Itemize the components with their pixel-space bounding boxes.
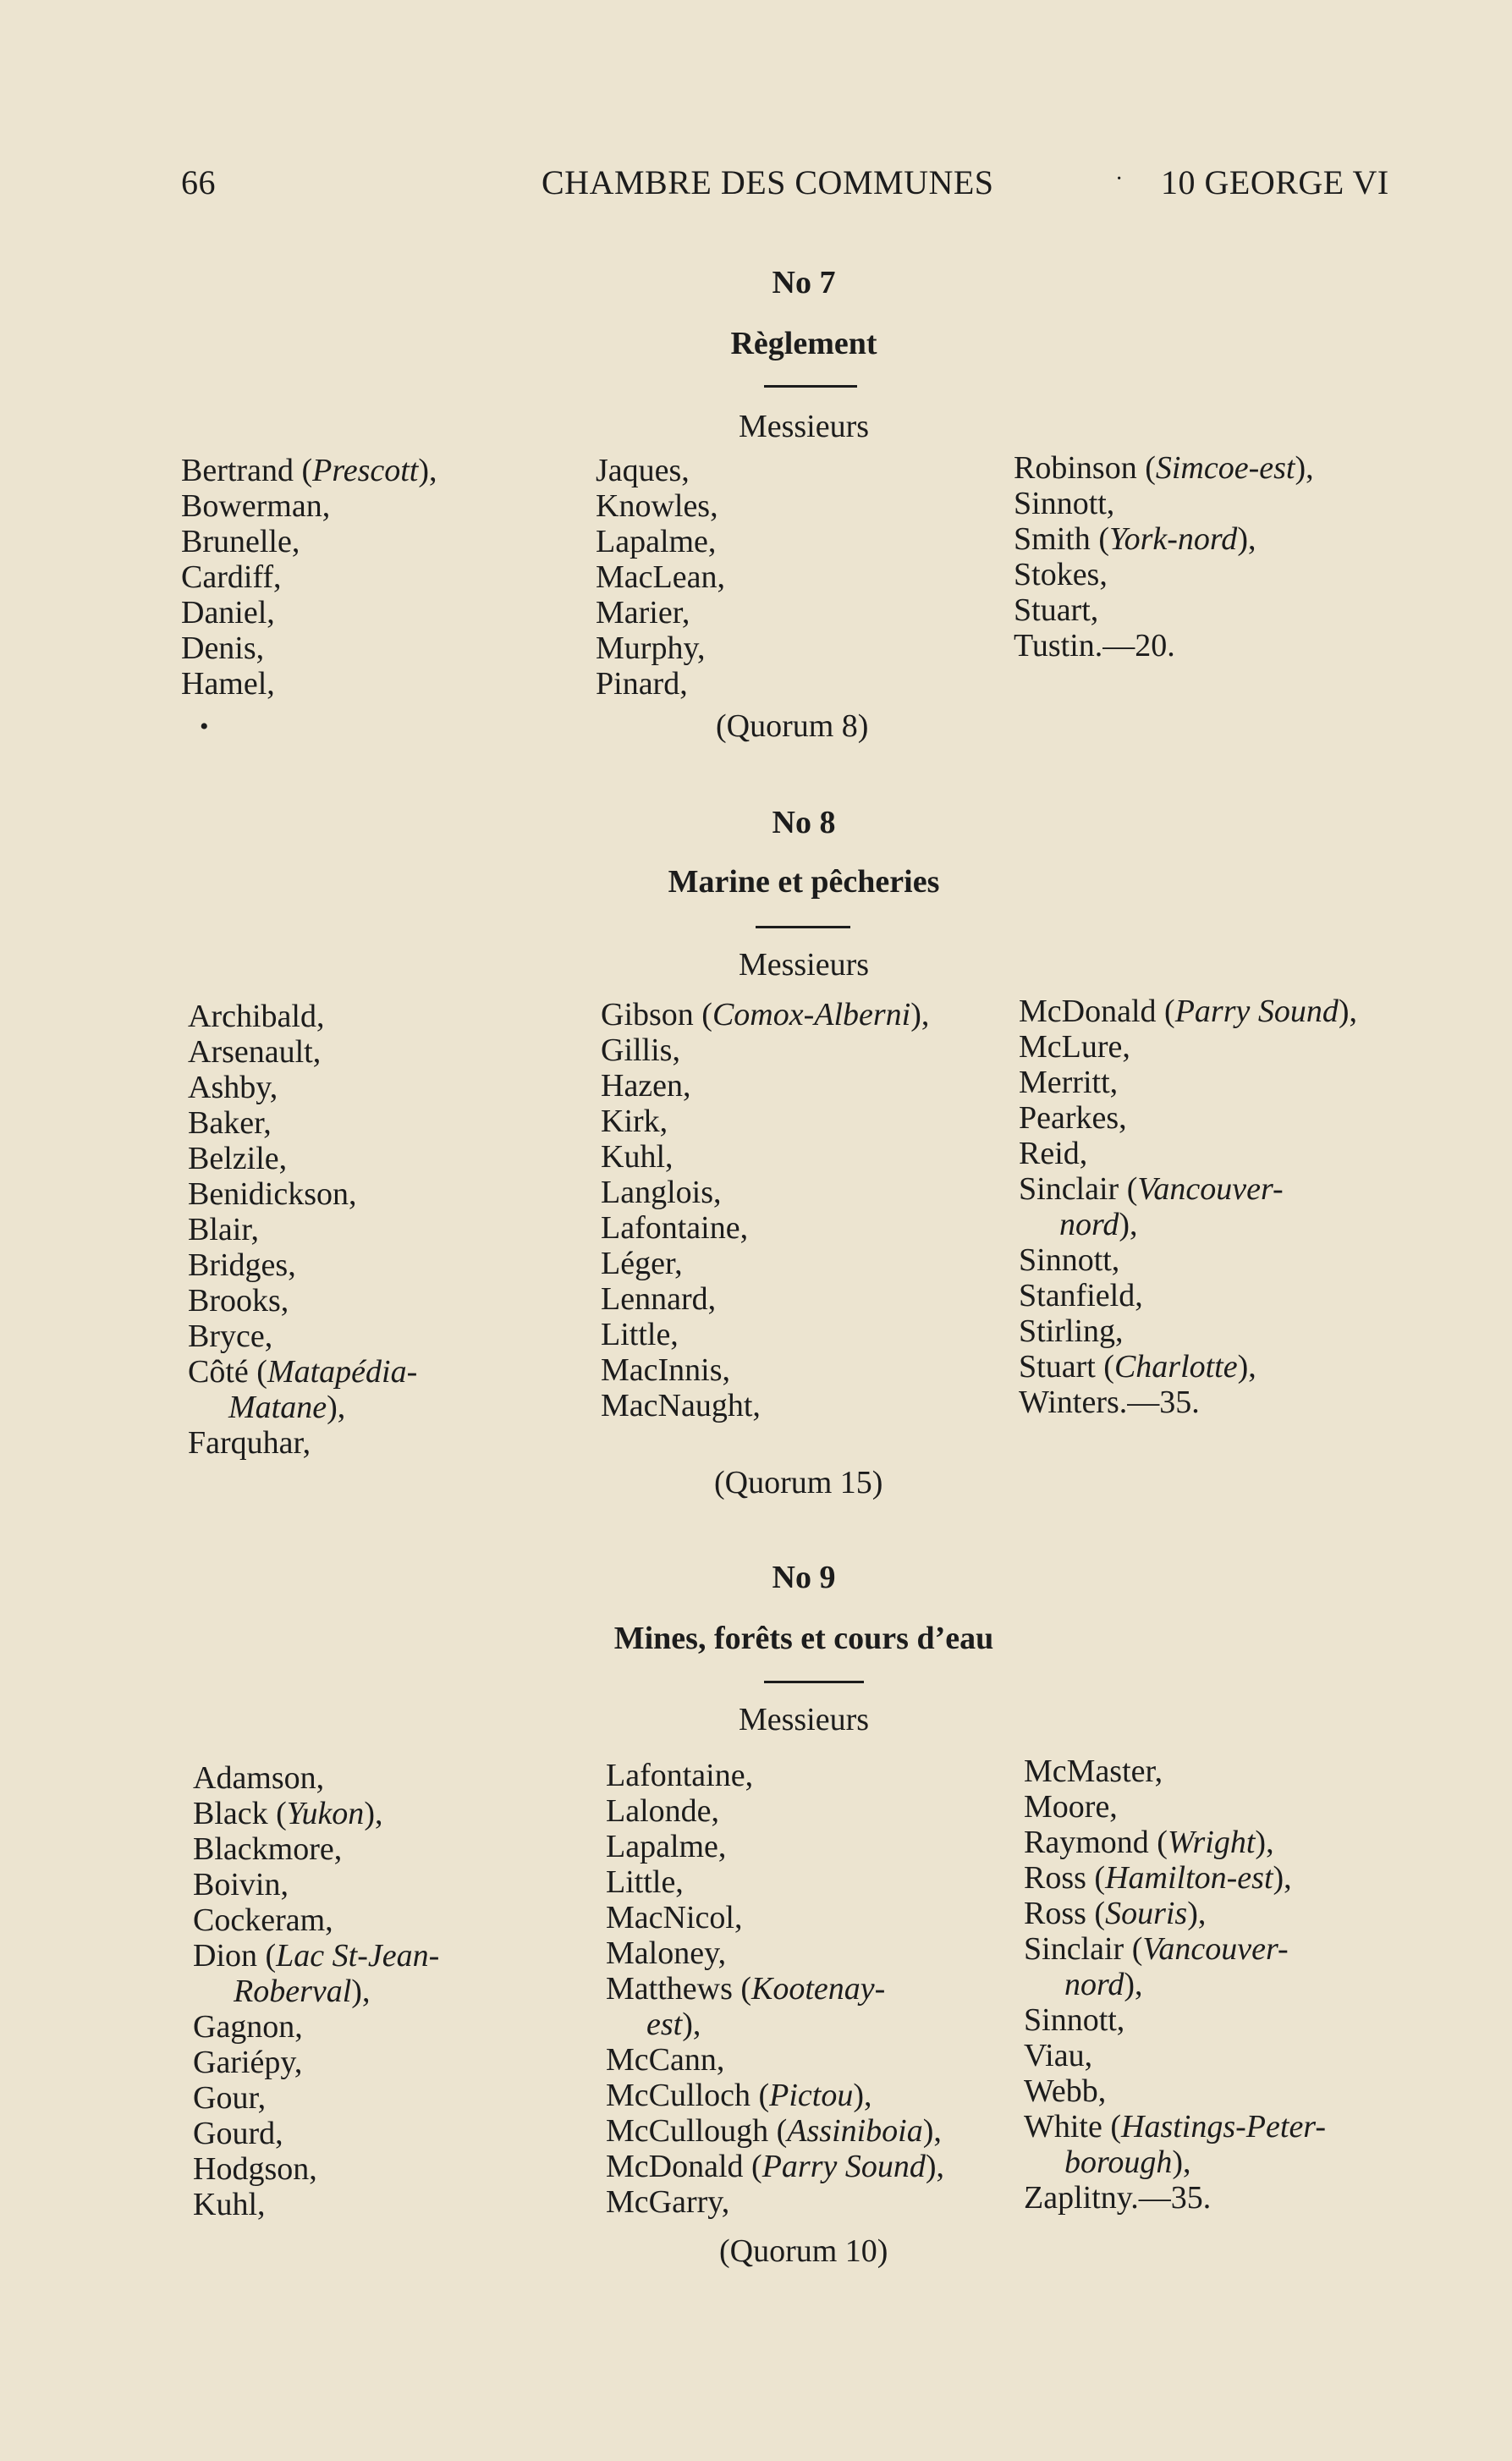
member-name: Blair,	[188, 1212, 259, 1247]
member-name: Maloney,	[606, 1935, 727, 1971]
member-name: Matthews (Kootenay-	[606, 1971, 886, 2007]
section-rule	[764, 1681, 864, 1683]
member-name: Stuart,	[1014, 592, 1099, 628]
member-name: nord),	[1064, 1967, 1143, 2002]
header-separator: ·	[1115, 166, 1124, 192]
member-name: McMaster,	[1024, 1754, 1163, 1789]
member-name: Webb,	[1024, 2073, 1107, 2109]
quorum: (Quorum 10)	[719, 2233, 888, 2269]
member-name: White (Hastings-Peter-	[1024, 2109, 1326, 2144]
member-name: nord),	[1059, 1207, 1138, 1242]
member-column-3	[1019, 994, 1357, 1420]
member-name: borough),	[1064, 2144, 1191, 2180]
member-name: Gibson (Comox-Alberni),	[601, 997, 930, 1032]
member-name: Denis,	[181, 630, 265, 666]
member-name: Sinclair (Vancouver-	[1024, 1931, 1289, 1967]
section-number: No 9	[772, 1560, 836, 1595]
member-name: Lennard,	[601, 1281, 717, 1317]
member-name: Kuhl,	[601, 1139, 674, 1175]
member-name: McCullough (Assiniboia),	[606, 2113, 942, 2149]
member-name: Little,	[601, 1317, 679, 1352]
member-name: Hamel,	[181, 666, 275, 702]
regnal-year: 10 GEORGE VI	[1161, 163, 1389, 201]
section-title: Marine et pêcheries	[668, 864, 940, 900]
member-name: Bertrand (Prescott),	[181, 453, 437, 488]
member-column-2	[606, 1758, 944, 2220]
member-name: Tustin.—20.	[1014, 628, 1175, 663]
member-name: Merritt,	[1019, 1065, 1119, 1100]
member-name: Marier,	[596, 595, 690, 630]
member-name: Côté (Matapédia-	[188, 1354, 418, 1390]
member-name: Gour,	[193, 2080, 267, 2116]
member-name: Adamson,	[193, 1760, 325, 1796]
member-name: McGarry,	[606, 2184, 730, 2220]
member-name: Winters.—35.	[1019, 1385, 1200, 1420]
member-name: MacLean,	[596, 559, 725, 595]
member-name: Cockeram,	[193, 1902, 333, 1938]
member-name: Belzile,	[188, 1141, 288, 1176]
member-name: Bridges,	[188, 1247, 296, 1283]
member-name: Bowerman,	[181, 488, 331, 524]
member-name: Stuart (Charlotte),	[1019, 1349, 1256, 1385]
member-name: Baker,	[188, 1105, 272, 1141]
member-name: Kuhl,	[193, 2187, 266, 2222]
member-column-1	[181, 453, 437, 702]
member-name: Matane),	[228, 1390, 346, 1425]
member-column-2	[601, 997, 929, 1423]
member-name: Brunelle,	[181, 524, 300, 559]
member-name: Pinard,	[596, 666, 688, 702]
member-name: Zaplitny.—35.	[1024, 2180, 1212, 2216]
section-number: No 8	[772, 805, 836, 840]
member-name: Robinson (Simcoe-est),	[1014, 450, 1314, 486]
member-name: Arsenault,	[188, 1034, 322, 1070]
member-name: Ross (Souris),	[1024, 1896, 1207, 1931]
section-number: No 7	[772, 265, 836, 300]
quorum: (Quorum 15)	[714, 1465, 883, 1500]
stray-dot: •	[200, 713, 209, 741]
member-name: Gagnon,	[193, 2009, 303, 2045]
member-name: Cardiff,	[181, 559, 282, 595]
member-name: MacNicol,	[606, 1900, 743, 1935]
member-name: Daniel,	[181, 595, 275, 630]
member-column-3	[1014, 450, 1314, 663]
quorum: (Quorum 8)	[716, 708, 869, 744]
section-rule	[764, 385, 857, 388]
member-column-1	[193, 1760, 439, 2222]
member-name: Roberval),	[234, 1974, 371, 2009]
member-name: Lapalme,	[596, 524, 717, 559]
section-title: Règlement	[730, 326, 877, 361]
member-name: Sinnott,	[1024, 2002, 1125, 2038]
member-name: Stirling,	[1019, 1313, 1124, 1349]
member-name: McDonald (Parry Sound),	[1019, 994, 1357, 1029]
member-name: Archibald,	[188, 999, 325, 1034]
member-name: Farquhar,	[188, 1425, 311, 1461]
member-name: Gourd,	[193, 2116, 283, 2151]
member-name: MacNaught,	[601, 1388, 761, 1423]
member-column-2	[596, 453, 725, 702]
member-name: Brooks,	[188, 1283, 289, 1319]
member-name: Sinnott,	[1019, 1242, 1120, 1278]
member-name: Lalonde,	[606, 1793, 720, 1829]
page-number: 66	[181, 163, 216, 201]
member-name: Ross (Hamilton-est),	[1024, 1860, 1292, 1896]
messieurs-label: Messieurs	[738, 1702, 870, 1737]
member-name: Smith (York-nord),	[1014, 521, 1256, 557]
messieurs-label: Messieurs	[738, 947, 870, 983]
member-column-1	[188, 999, 417, 1461]
member-name: Gariépy,	[193, 2045, 303, 2080]
member-name: Little,	[606, 1864, 684, 1900]
member-name: Knowles,	[596, 488, 718, 524]
member-name: Boivin,	[193, 1867, 289, 1902]
member-name: McLure,	[1019, 1029, 1130, 1065]
member-name: Viau,	[1024, 2038, 1093, 2073]
member-name: Blackmore,	[193, 1831, 343, 1867]
member-name: Hodgson,	[193, 2151, 317, 2187]
member-name: Stokes,	[1014, 557, 1108, 592]
messieurs-label: Messieurs	[738, 409, 870, 444]
member-name: McDonald (Parry Sound),	[606, 2149, 944, 2184]
member-name: Léger,	[601, 1246, 683, 1281]
member-name: Dion (Lac St-Jean-	[193, 1938, 440, 1974]
member-name: Raymond (Wright),	[1024, 1825, 1274, 1860]
member-column-3	[1024, 1754, 1326, 2216]
member-name: Hazen,	[601, 1068, 691, 1104]
member-name: Jaques,	[596, 453, 690, 488]
member-name: Sinnott,	[1014, 486, 1115, 521]
member-name: Bryce,	[188, 1319, 273, 1354]
member-name: Black (Yukon),	[193, 1796, 383, 1831]
member-name: Reid,	[1019, 1136, 1088, 1171]
member-name: Lapalme,	[606, 1829, 727, 1864]
running-title: CHAMBRE DES COMMUNES	[542, 163, 994, 201]
member-name: Stanfield,	[1019, 1278, 1143, 1313]
member-name: Lafontaine,	[606, 1758, 754, 1793]
member-name: Gillis,	[601, 1032, 680, 1068]
member-name: Pearkes,	[1019, 1100, 1127, 1136]
member-name: est),	[646, 2007, 701, 2042]
member-name: McCann,	[606, 2042, 725, 2078]
member-name: Lafontaine,	[601, 1210, 749, 1246]
member-name: Langlois,	[601, 1175, 722, 1210]
member-name: Moore,	[1024, 1789, 1118, 1825]
section-title: Mines, forêts et cours d’eau	[613, 1621, 994, 1656]
member-name: Ashby,	[188, 1070, 278, 1105]
member-name: Kirk,	[601, 1104, 668, 1139]
section-rule	[756, 926, 850, 928]
member-name: Sinclair (Vancouver-	[1019, 1171, 1284, 1207]
member-name: Benidickson,	[188, 1176, 357, 1212]
member-name: MacInnis,	[601, 1352, 731, 1388]
member-name: Murphy,	[596, 630, 706, 666]
member-name: McCulloch (Pictou),	[606, 2078, 872, 2113]
